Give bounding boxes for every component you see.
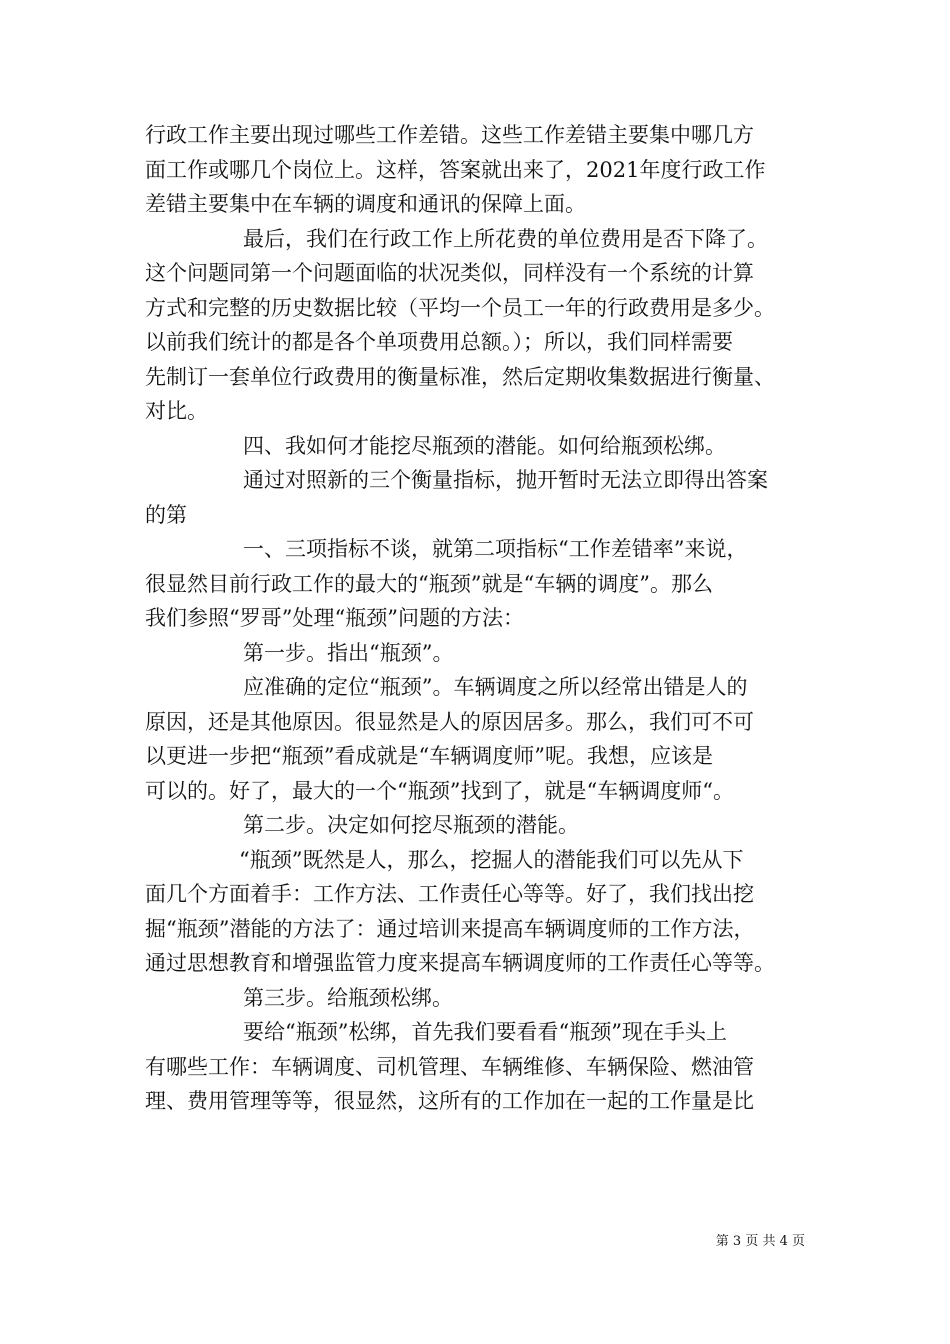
- step-heading: 第二步。决定如何挖尽瓶颈的潜能。: [243, 813, 579, 837]
- text-line: 方式和完整的历史数据比较（平均一个员工一年的行政费用是多少。: [145, 295, 775, 320]
- text-line: 差错主要集中在车辆的调度和通讯的保障上面。: [145, 192, 586, 216]
- text-line: 面工作或哪几个岗位上。这样，答案就出来了，2021年度行政工作: [145, 157, 766, 182]
- paragraph-start-line: 最后，我们在行政工作上所花费的单位费用是否下降了。: [243, 226, 768, 251]
- document-body: [145, 118, 805, 1119]
- text-line: 有哪些工作：车辆调度、司机管理、车辆维修、车辆保险、燃油管: [145, 1054, 754, 1079]
- text-line: 以更进一步把“瓶颈”看成就是“车辆调度师”呢。我想，应该是: [145, 744, 713, 768]
- text-line: 先制订一套单位行政费用的衡量标准，然后定期收集数据进行衡量、: [145, 364, 775, 389]
- text-line: 面几个方面着手：工作方法、工作责任心等等。好了，我们找出挖: [145, 882, 754, 906]
- page-number: 第 3 页 共 4 页: [715, 1234, 805, 1249]
- text-line: 对比。: [145, 399, 208, 423]
- paragraph-start-line: “瓶颈”既然是人，那么，挖掘人的潜能我们可以先从下: [239, 847, 744, 872]
- text-line: 理、费用管理等等，很显然，这所有的工作加在一起的工作量是比: [145, 1089, 754, 1113]
- text-line: 很显然目前行政工作的最大的“瓶颈”就是“车辆的调度”。那么: [145, 571, 713, 596]
- text-line: 原因，还是其他原因。很显然是人的原因居多。那么，我们可不可: [145, 709, 754, 734]
- text-line: 我们参照“罗哥”处理“瓶颈”问题的方法：: [145, 606, 524, 630]
- paragraph-start-line: 应准确的定位“瓶颈”。车辆调度之所以经常出错是人的: [243, 675, 748, 699]
- step-heading: 第一步。指出“瓶颈”。: [243, 640, 454, 665]
- text-line: 可以的。好了，最大的一个“瓶颈”找到了，就是“车辆调度师“。: [145, 778, 734, 803]
- step-heading: 第三步。给瓶颈松绑。: [243, 985, 453, 1010]
- text-line: 以前我们统计的都是各个单项费用总额。）；所以，我们同样需要: [145, 330, 733, 354]
- text-line: 的第: [145, 502, 187, 527]
- section-heading: 四、我如何才能挖尽瓶颈的潜能。如何给瓶颈松绑。: [243, 433, 726, 458]
- paragraph-start-line: 一、三项指标不谈，就第二项指标“工作差错率”来说，: [243, 537, 748, 561]
- text-line: 行政工作主要出现过哪些工作差错。这些工作差错主要集中哪几方: [145, 123, 754, 147]
- text-line: 掘“瓶颈”潜能的方法了：通过培训来提高车辆调度师的工作方法，: [145, 916, 755, 941]
- paragraph-start-line: 要给“瓶颈”松绑，首先我们要看看“瓶颈”现在手头上: [243, 1020, 727, 1044]
- text-line: 这个问题同第一个问题面临的状况类似，同样没有一个系统的计算: [145, 261, 754, 285]
- text-line: 通过思想教育和增强监管力度来提高车辆调度师的工作责任心等等。: [145, 951, 775, 975]
- paragraph-start-line: 通过对照新的三个衡量指标，抛开暂时无法立即得出答案: [243, 468, 768, 492]
